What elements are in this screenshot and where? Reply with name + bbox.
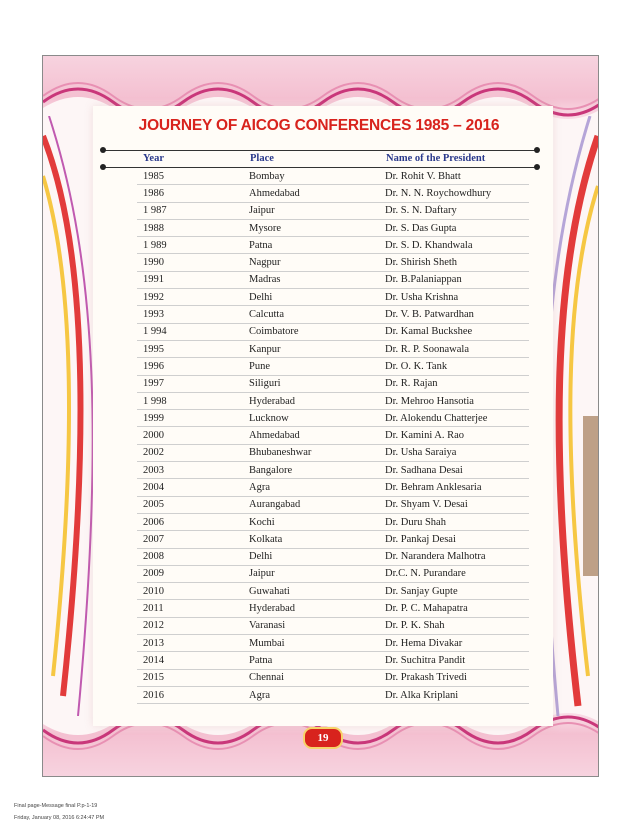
- cell-year: 2007: [137, 531, 243, 548]
- table-row: [137, 513, 529, 530]
- cell-president: Dr. Hema Divakar: [379, 635, 529, 652]
- cell-president: Dr. R. P. Soonawala: [379, 340, 529, 357]
- cell-president: Dr. Kamini A. Rao: [379, 427, 529, 444]
- cell-year: 1999: [137, 410, 243, 427]
- table-row: [137, 410, 529, 427]
- cell-president: Dr. P. C. Mahapatra: [379, 600, 529, 617]
- table-row: [137, 583, 529, 600]
- cell-place: Nagpur: [243, 254, 379, 271]
- cell-president: Dr. Alokendu Chatterjee: [379, 410, 529, 427]
- cell-president: Dr. S. Das Gupta: [379, 219, 529, 236]
- cell-year: 2011: [137, 600, 243, 617]
- cell-year: 2002: [137, 444, 243, 461]
- cell-place: Patna: [243, 237, 379, 254]
- table-row: [137, 531, 529, 548]
- cell-president: Dr. Mehroo Hansotia: [379, 392, 529, 409]
- cell-year: 2016: [137, 686, 243, 703]
- table-row: [137, 340, 529, 357]
- cell-year: 1992: [137, 289, 243, 306]
- table-row: [137, 375, 529, 392]
- table-row: [137, 652, 529, 669]
- table-row: [137, 219, 529, 236]
- cell-year: 1 987: [137, 202, 243, 219]
- table-row: [137, 358, 529, 375]
- table-row: [137, 565, 529, 582]
- table-row: [137, 617, 529, 634]
- cell-president: Dr. Behram Anklesaria: [379, 479, 529, 496]
- cell-place: Mumbai: [243, 635, 379, 652]
- cell-president: Dr. S. N. Daftary: [379, 202, 529, 219]
- rule-dot-icon: [100, 147, 106, 153]
- cell-place: Delhi: [243, 548, 379, 565]
- table-row: [137, 289, 529, 306]
- footer-filename: Final page-Message final P.p-1-19: [14, 803, 98, 809]
- table-row: [137, 462, 529, 479]
- cell-year: 1986: [137, 185, 243, 202]
- cell-place: Kochi: [243, 513, 379, 530]
- cell-president: Dr.C. N. Purandare: [379, 565, 529, 582]
- cell-president: Dr. Prakash Trivedi: [379, 669, 529, 686]
- cell-place: Kanpur: [243, 340, 379, 357]
- cell-year: 1991: [137, 271, 243, 288]
- table-row: [137, 323, 529, 340]
- cell-place: Aurangabad: [243, 496, 379, 513]
- cell-place: Jaipur: [243, 202, 379, 219]
- cell-place: Jaipur: [243, 565, 379, 582]
- cell-year: 2003: [137, 462, 243, 479]
- table-row: [137, 548, 529, 565]
- cell-place: Varanasi: [243, 617, 379, 634]
- cell-place: Bombay: [243, 168, 379, 185]
- cell-year: 2014: [137, 652, 243, 669]
- table-row: [137, 444, 529, 461]
- cell-place: Bhubaneshwar: [243, 444, 379, 461]
- cell-year: 1997: [137, 375, 243, 392]
- cell-place: Hyderabad: [243, 392, 379, 409]
- conferences-table: [137, 168, 529, 704]
- cell-president: Dr. Shirish Sheth: [379, 254, 529, 271]
- cell-president: Dr. Kamal Buckshee: [379, 323, 529, 340]
- table-row: [137, 600, 529, 617]
- cell-president: Dr. Sadhana Desai: [379, 462, 529, 479]
- cell-president: Dr. Alka Kriplani: [379, 686, 529, 703]
- cell-year: 1 998: [137, 392, 243, 409]
- table-row: [137, 237, 529, 254]
- cell-president: Dr. N. N. Roychowdhury: [379, 185, 529, 202]
- cell-place: Lucknow: [243, 410, 379, 427]
- cell-year: 2012: [137, 617, 243, 634]
- table-row: [137, 669, 529, 686]
- cell-place: Hyderabad: [243, 600, 379, 617]
- cell-president: Dr. B.Palaniappan: [379, 271, 529, 288]
- cell-place: Agra: [243, 479, 379, 496]
- cell-year: 1990: [137, 254, 243, 271]
- cell-place: Guwahati: [243, 583, 379, 600]
- cell-year: 1 989: [137, 237, 243, 254]
- table-row: [137, 496, 529, 513]
- table-row: [137, 479, 529, 496]
- cell-place: Kolkata: [243, 531, 379, 548]
- cell-year: 2006: [137, 513, 243, 530]
- cell-president: Dr. R. Rajan: [379, 375, 529, 392]
- table-row: [137, 254, 529, 271]
- table-row: [137, 686, 529, 703]
- cell-place: Siliguri: [243, 375, 379, 392]
- cell-place: Coimbatore: [243, 323, 379, 340]
- table-row: [137, 271, 529, 288]
- cell-year: 2008: [137, 548, 243, 565]
- cell-year: 2010: [137, 583, 243, 600]
- cell-president: Dr. Suchitra Pandit: [379, 652, 529, 669]
- cell-president: Dr. V. B. Patwardhan: [379, 306, 529, 323]
- cell-president: Dr. Usha Krishna: [379, 289, 529, 306]
- cell-president: Dr. Usha Saraiya: [379, 444, 529, 461]
- cell-president: Dr. Duru Shah: [379, 513, 529, 530]
- footer-timestamp: Friday, January 08, 2016 6:24:47 PM: [14, 815, 105, 821]
- cell-place: Ahmedabad: [243, 185, 379, 202]
- cell-year: 2015: [137, 669, 243, 686]
- cell-year: 1985: [137, 168, 243, 185]
- cell-place: Agra: [243, 686, 379, 703]
- cell-year: 1996: [137, 358, 243, 375]
- cell-place: Bangalore: [243, 462, 379, 479]
- table-row: [137, 168, 529, 185]
- page-title: JOURNEY OF AICOG CONFERENCES 1985 – 2016: [138, 117, 500, 134]
- cell-year: 2013: [137, 635, 243, 652]
- cell-year: 1993: [137, 306, 243, 323]
- table-row: [137, 635, 529, 652]
- cell-place: Chennai: [243, 669, 379, 686]
- cell-place: Delhi: [243, 289, 379, 306]
- cell-president: Dr. Sanjay Gupte: [379, 583, 529, 600]
- cell-place: Madras: [243, 271, 379, 288]
- rule-dot-icon: [534, 164, 540, 170]
- cell-place: Ahmedabad: [243, 427, 379, 444]
- cell-year: 1 994: [137, 323, 243, 340]
- cell-president: Dr. P. K. Shah: [379, 617, 529, 634]
- cell-year: 2004: [137, 479, 243, 496]
- table-row: [137, 306, 529, 323]
- table-row: [137, 185, 529, 202]
- rule-dot-icon: [534, 147, 540, 153]
- cell-year: 1988: [137, 219, 243, 236]
- header-place: Place: [250, 153, 274, 164]
- cell-place: Calcutta: [243, 306, 379, 323]
- cell-place: Pune: [243, 358, 379, 375]
- cell-president: Dr. O. K. Tank: [379, 358, 529, 375]
- table-row: [137, 427, 529, 444]
- cell-place: Patna: [243, 652, 379, 669]
- cell-place: Mysore: [243, 219, 379, 236]
- cell-president: Dr. S. D. Khandwala: [379, 237, 529, 254]
- rule-top: [103, 150, 537, 151]
- cell-president: Dr. Narandera Malhotra: [379, 548, 529, 565]
- header-president: Name of the President: [386, 153, 486, 164]
- cell-president: Dr. Rohit V. Bhatt: [379, 168, 529, 185]
- table-row: [137, 202, 529, 219]
- cell-year: 2009: [137, 565, 243, 582]
- cell-year: 2005: [137, 496, 243, 513]
- header-year: Year: [143, 153, 164, 164]
- cell-year: 1995: [137, 340, 243, 357]
- cell-year: 2000: [137, 427, 243, 444]
- cell-president: Dr. Shyam V. Desai: [379, 496, 529, 513]
- page-number-badge: 19: [303, 727, 343, 749]
- table-row: [137, 392, 529, 409]
- rule-dot-icon: [100, 164, 106, 170]
- cell-president: Dr. Pankaj Desai: [379, 531, 529, 548]
